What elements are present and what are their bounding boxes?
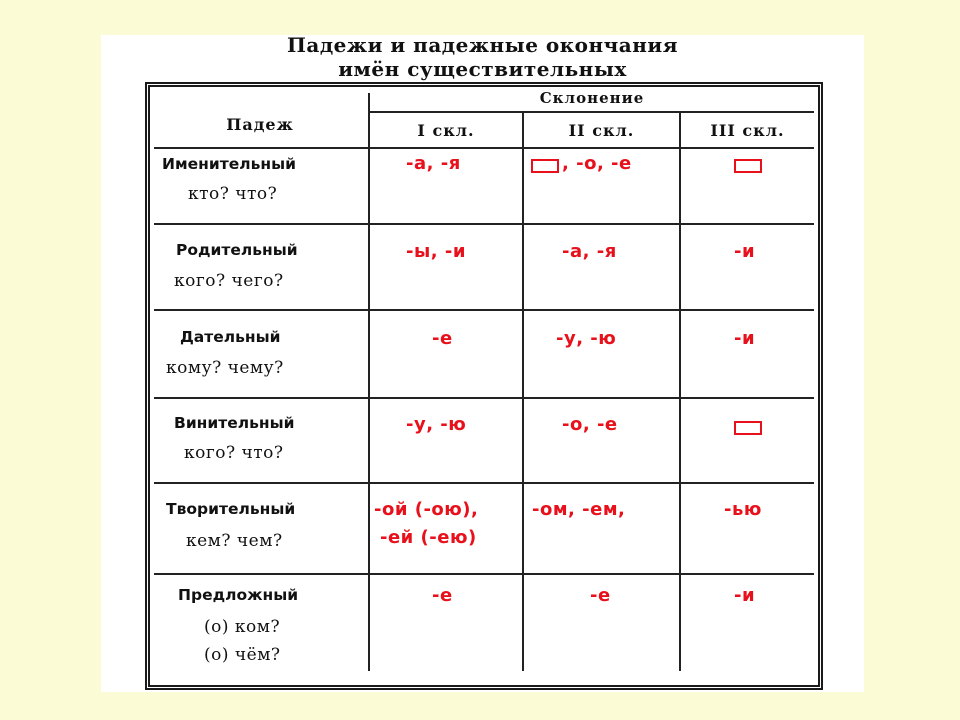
case-question: (о) ком? bbox=[204, 617, 281, 637]
ending-decl-2: -ом, -ем, bbox=[532, 499, 626, 520]
column-divider bbox=[679, 113, 681, 671]
case-question: кого? чего? bbox=[174, 271, 284, 291]
column-divider bbox=[368, 93, 370, 671]
ending-decl-1: -а, -я bbox=[406, 153, 461, 174]
row-divider bbox=[154, 397, 814, 399]
zero-ending-icon bbox=[531, 159, 559, 173]
ending-decl-1: -у, -ю bbox=[406, 414, 467, 435]
declension-table bbox=[148, 85, 820, 687]
case-name-genitive: Родительный bbox=[176, 241, 298, 259]
ending-decl-2: -е bbox=[590, 585, 611, 606]
document-sheet bbox=[101, 35, 864, 692]
ending-decl-1: -е bbox=[432, 328, 453, 349]
header-divider bbox=[368, 111, 814, 113]
header-decl-1: I скл. bbox=[417, 121, 475, 140]
zero-ending-icon bbox=[734, 159, 762, 173]
ending-decl-1: -е bbox=[432, 585, 453, 606]
ending-decl-1: -ы, -и bbox=[406, 241, 466, 262]
row-divider bbox=[154, 223, 814, 225]
case-question: кто? что? bbox=[188, 184, 278, 204]
case-question-line-2: (о) чём? bbox=[204, 645, 281, 665]
ending-decl-2: -у, -ю bbox=[556, 328, 617, 349]
title-line-2: имён существительных bbox=[338, 57, 627, 81]
case-question: кого? что? bbox=[184, 443, 284, 463]
case-name-accusative: Винительный bbox=[174, 414, 295, 432]
case-name-prepositional: Предложный bbox=[178, 586, 299, 604]
ending-decl-2: -о, -е bbox=[562, 414, 618, 435]
case-name-nominative: Именительный bbox=[162, 155, 296, 173]
ending-decl-1-line-2: -ей (-ею) bbox=[380, 527, 477, 548]
header-decl-2: II скл. bbox=[568, 121, 635, 140]
ending-decl-2: , -о, -е bbox=[562, 153, 632, 174]
title-line-1: Падежи и падежные окончания bbox=[286, 33, 679, 57]
ending-decl-2: -а, -я bbox=[562, 241, 617, 262]
case-name-instrumental: Творительный bbox=[166, 500, 296, 518]
case-question: кем? чем? bbox=[186, 531, 283, 551]
row-divider bbox=[154, 482, 814, 484]
ending-decl-3: -и bbox=[734, 241, 756, 262]
header-case: Падеж bbox=[226, 115, 294, 134]
ending-decl-3: -и bbox=[734, 328, 756, 349]
ending-decl-3: -ью bbox=[724, 499, 762, 520]
row-divider bbox=[154, 147, 814, 149]
case-question: кому? чему? bbox=[166, 358, 284, 378]
header-declension: Склонение bbox=[539, 89, 645, 107]
column-divider bbox=[522, 113, 524, 671]
ending-decl-3: -и bbox=[734, 585, 756, 606]
row-divider bbox=[154, 573, 814, 575]
row-divider bbox=[154, 309, 814, 311]
header-decl-3: III скл. bbox=[710, 121, 785, 140]
zero-ending-icon bbox=[734, 421, 762, 435]
ending-decl-1: -ой (-ою), bbox=[374, 499, 479, 520]
case-name-dative: Дательный bbox=[180, 328, 281, 346]
